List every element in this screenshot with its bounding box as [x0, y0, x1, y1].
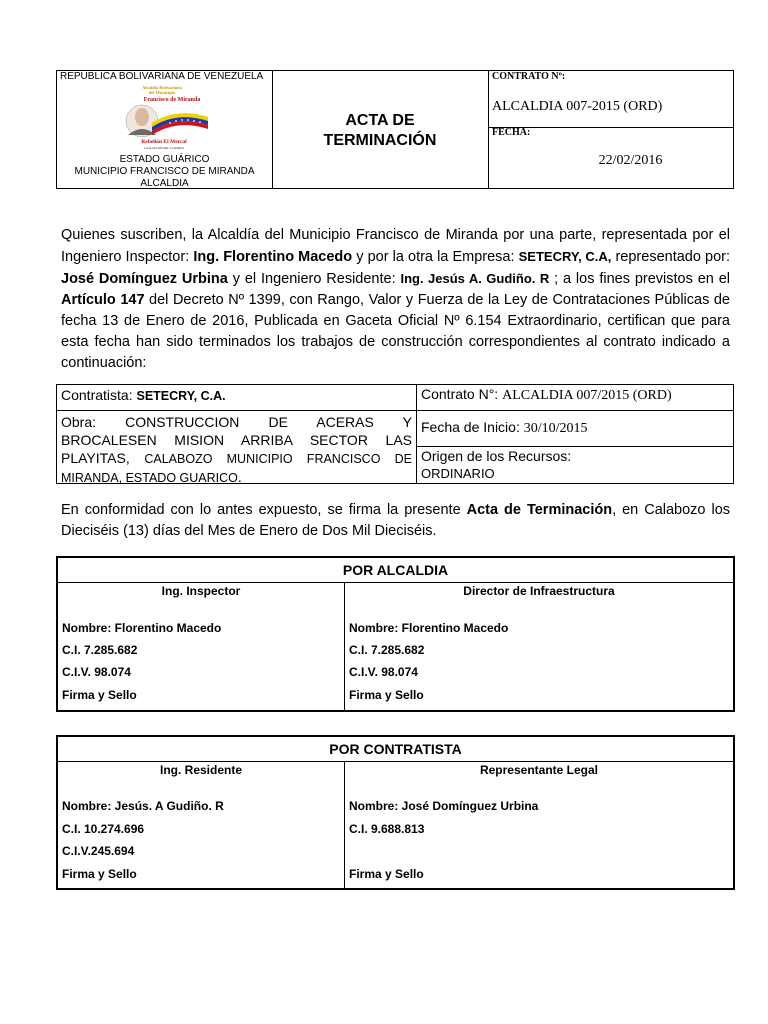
contract-info-label: Contrato N°: [421, 386, 503, 402]
alcaldia-signature-title: POR ALCALDIA [58, 558, 733, 583]
resource-origin-cell [416, 446, 734, 484]
resident-name: Ing. Jesús A. Gudiño. R [400, 271, 550, 286]
contractor-cell [56, 384, 417, 411]
closing-text-2: , en Calabozo los Dieciséis (13) días del Mes de Enero de Dos Mil Dieciséis. [61, 502, 731, 539]
resident-role: Ing. Residente [159, 763, 242, 777]
resident-signature-column [58, 762, 345, 888]
logo-text-line3: Francisco de Miranda [143, 97, 201, 103]
resource-origin-label: Origen de los Recursos: [421, 448, 572, 464]
article-ref: Artículo 147 [61, 292, 145, 308]
resource-origin-value: ORDINARIO [421, 466, 495, 481]
legal-rep-sig-name: Nombre: José Domínguez Urbina [349, 799, 539, 813]
document-title-line2: TERMINACIÓN [323, 132, 437, 149]
company-name: SETECRY, C.A, [518, 249, 612, 264]
logo-text-line1: Alcaldía Bolivariana [142, 85, 182, 90]
director-sig-sign: Firma y Sello [349, 688, 424, 702]
inspector-name: Ing. Florentino Macedo [193, 249, 353, 265]
director-sig-name: Nombre: Florentino Macedo [349, 621, 509, 635]
municipality-logo [112, 83, 212, 153]
work-line-2: BROCALESEN MISION ARRIBA SECTOR LAS [61, 432, 412, 448]
contractor-value: SETECRY, C.A. [136, 389, 226, 403]
inspector-sig-ci: C.I. 7.285.682 [62, 643, 138, 657]
contract-number-label: CONTRATO Nº: [492, 71, 566, 82]
start-date-label: Fecha de Inicio: [421, 419, 524, 435]
director-sig-ci: C.I. 7.285.682 [349, 643, 425, 657]
closing-text-1: En conformidad con lo antes expuesto, se firma la presente [61, 502, 467, 518]
contract-info-value: ALCALDIA 007/2015 (ORD) [502, 388, 672, 403]
republic-name: REPUBLICA BOLIVARIANA DE VENEZUELA [60, 71, 264, 82]
intro-text-1: Quienes suscriben, la Alcaldía del Municipio Francisco de Miranda por una parte, representada por el Ingeniero Inspector: [61, 227, 730, 265]
director-role: Director de Infraestructura [463, 584, 615, 598]
inspector-sig-name: Nombre: Florentino Macedo [62, 621, 222, 635]
intro-text-4: y el Ingeniero Residente: [227, 271, 401, 287]
document-header [56, 70, 734, 189]
resident-sig-name: Nombre: Jesús. A Gudiño. R [62, 799, 224, 813]
municipality-block [57, 154, 272, 190]
intro-text-3: representado por: [611, 249, 730, 265]
logo-text-line4: Rebelión El Mercal [141, 139, 187, 145]
contract-info-table [56, 384, 734, 484]
work-line-4-end: . [237, 469, 242, 485]
inspector-sig-civ: C.I.V. 98.074 [62, 665, 131, 679]
document-title [272, 111, 488, 151]
contractor-label: Contratista: [61, 387, 137, 403]
director-sig-civ: C.I.V. 98.074 [349, 665, 418, 679]
municipality-name: MUNICIPIO FRANCISCO DE MIRANDA [74, 166, 255, 177]
inspector-sig-sign: Firma y Sello [62, 688, 137, 702]
legal-rep-sig-ci: C.I. 9.688.813 [349, 822, 425, 836]
intro-text-2: y por la otra la Empresa: [352, 249, 519, 265]
closing-paragraph [61, 500, 730, 542]
state-name: ESTADO GUÁRICO [119, 154, 210, 165]
contract-number-info-cell [416, 384, 734, 411]
work-description-cell [56, 410, 417, 484]
intro-text-6: del Decreto Nº 1399, con Rango, Valor y Fuerza de la Ley de Contrataciones Públicas de fecha 13 de Enero de 2016, Publicada en Gaceta Oficial Nº 6.154 Extraordinario, certifican que para esta fecha han sido terminados los trabajos de construcción correspondientes al contrato indicado a continuación: [61, 292, 730, 371]
start-date-value: 30/10/2015 [523, 421, 588, 436]
intro-text-5: ; a los fines previstos en el [549, 271, 730, 287]
representative-name: José Domínguez Urbina [61, 271, 228, 287]
inspector-signature-column [58, 583, 345, 710]
start-date-cell [416, 410, 734, 447]
work-line-1: Obra: CONSTRUCCION DE ACERAS Y [61, 414, 412, 430]
date-label: FECHA: [492, 127, 531, 138]
header-institution-cell [57, 71, 273, 188]
logo-text-line2: del Municipio [148, 90, 176, 95]
director-signature-column [345, 583, 733, 710]
resident-sig-civ: C.I.V.245.694 [62, 844, 135, 858]
logo-text-line5: LA ALCALDÍA DEL LLANERO [144, 146, 184, 150]
contratista-signature-title: POR CONTRATISTA [58, 737, 733, 762]
intro-paragraph [61, 225, 730, 374]
legal-rep-sig-sign: Firma y Sello [349, 867, 424, 881]
date-value: 22/02/2016 [598, 153, 663, 168]
document-title-line1: ACTA DE [345, 112, 415, 129]
work-line-3a: PLAYITAS, [61, 450, 145, 466]
legal-rep-role: Representante Legal [479, 763, 599, 777]
work-line-3b: CALABOZO MUNICIPIO FRANCISCO DE [144, 452, 412, 466]
header-title-cell [272, 71, 489, 188]
resident-sig-sign: Firma y Sello [62, 867, 137, 881]
resident-sig-ci: C.I. 10.274.696 [62, 822, 145, 836]
contratista-signature-table [56, 735, 735, 890]
alcaldia-signature-table [56, 556, 735, 712]
inspector-role: Ing. Inspector [161, 584, 241, 598]
contract-number-value: ALCALDIA 007-2015 (ORD) [492, 99, 663, 114]
contract-number-cell [488, 71, 733, 128]
alcaldia-name: ALCALDIA [140, 178, 189, 189]
legal-rep-signature-column [345, 762, 733, 888]
closing-act-name: Acta de Terminación [466, 502, 613, 518]
work-line-4: MIRANDA, ESTADO GUARICO [61, 471, 238, 485]
header-contract-cell [488, 71, 733, 188]
